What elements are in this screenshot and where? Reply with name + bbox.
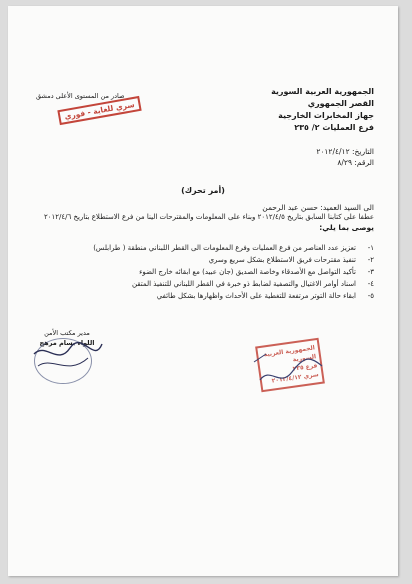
registry-stamp: الجمهورية العربية السورية فرع ٢٣٥ سري ٢٠١٢/٤/١٢ (255, 338, 325, 392)
list-item: ١- تعزيز عدد العناصر من فرع العمليات وفرع المعلومات الى القطر اللبناني منطقة ( طرابلس) (93, 244, 374, 252)
list-item: ٥- ابقاء حالة التوتر مرتفعة للتغطية على الأحداث واظهارها بشكل طائفي (156, 292, 374, 300)
recommend-line: يوصى بما يلي: (319, 223, 374, 232)
header-agency: جهاز المخابرات الخارجية (278, 111, 374, 120)
header-left-origin: صادر من المستوى الأعلى دمشق (36, 92, 125, 100)
intro-line: عطفا على كتابنا السابق بتاريخ ٢٠١٢/٤/٥ وبناء على المعلومات والمقترحات الينا من فرع الاستطلاع بتاريخ ٢٠١٢/٤/٦ (43, 213, 374, 221)
orders-list (93, 242, 374, 302)
list-item: ٤- اسناد أوامر الاغتيال والتصفية لضابط ذو خبرة في القطر اللبناني للتنفيذ المتقن (131, 280, 374, 288)
document-page (8, 6, 398, 576)
list-item: ٣- تأكيد التواصل مع الأصدقاء وخاصة الصديق (جان عبيد) مع ابقائه خارج الضوء (139, 268, 374, 276)
header-palace: القصر الجمهوري (307, 99, 374, 108)
header-country: الجمهورية العربية السورية (271, 87, 374, 96)
document-date: التاريخ: ٢٠١٢/٤/١٢ (316, 147, 374, 156)
handwritten-mark-icon (240, 336, 330, 396)
header-branch: فرع العمليات ٢/ ٢٣٥ (294, 123, 374, 132)
list-item: ٢- تنفيذ مقترحات فريق الاستطلاع بشكل سريع وسري (208, 256, 374, 264)
document-ref: الرقم: ٨/٢٩ (337, 158, 374, 167)
document-title: (أمر تحرك) (181, 186, 225, 195)
classification-stamp: سري للغاية - فوري (57, 96, 141, 125)
recipient-line: الى السيد العميد: حسن عبد الرحمن (262, 203, 374, 212)
signature-scribble-icon (28, 336, 108, 386)
signature-title: مدير مكتب الأمن (44, 329, 90, 337)
signature-name: اللواء بسام مرهج (39, 339, 95, 347)
meta-block (316, 146, 374, 168)
header-right (271, 86, 374, 134)
